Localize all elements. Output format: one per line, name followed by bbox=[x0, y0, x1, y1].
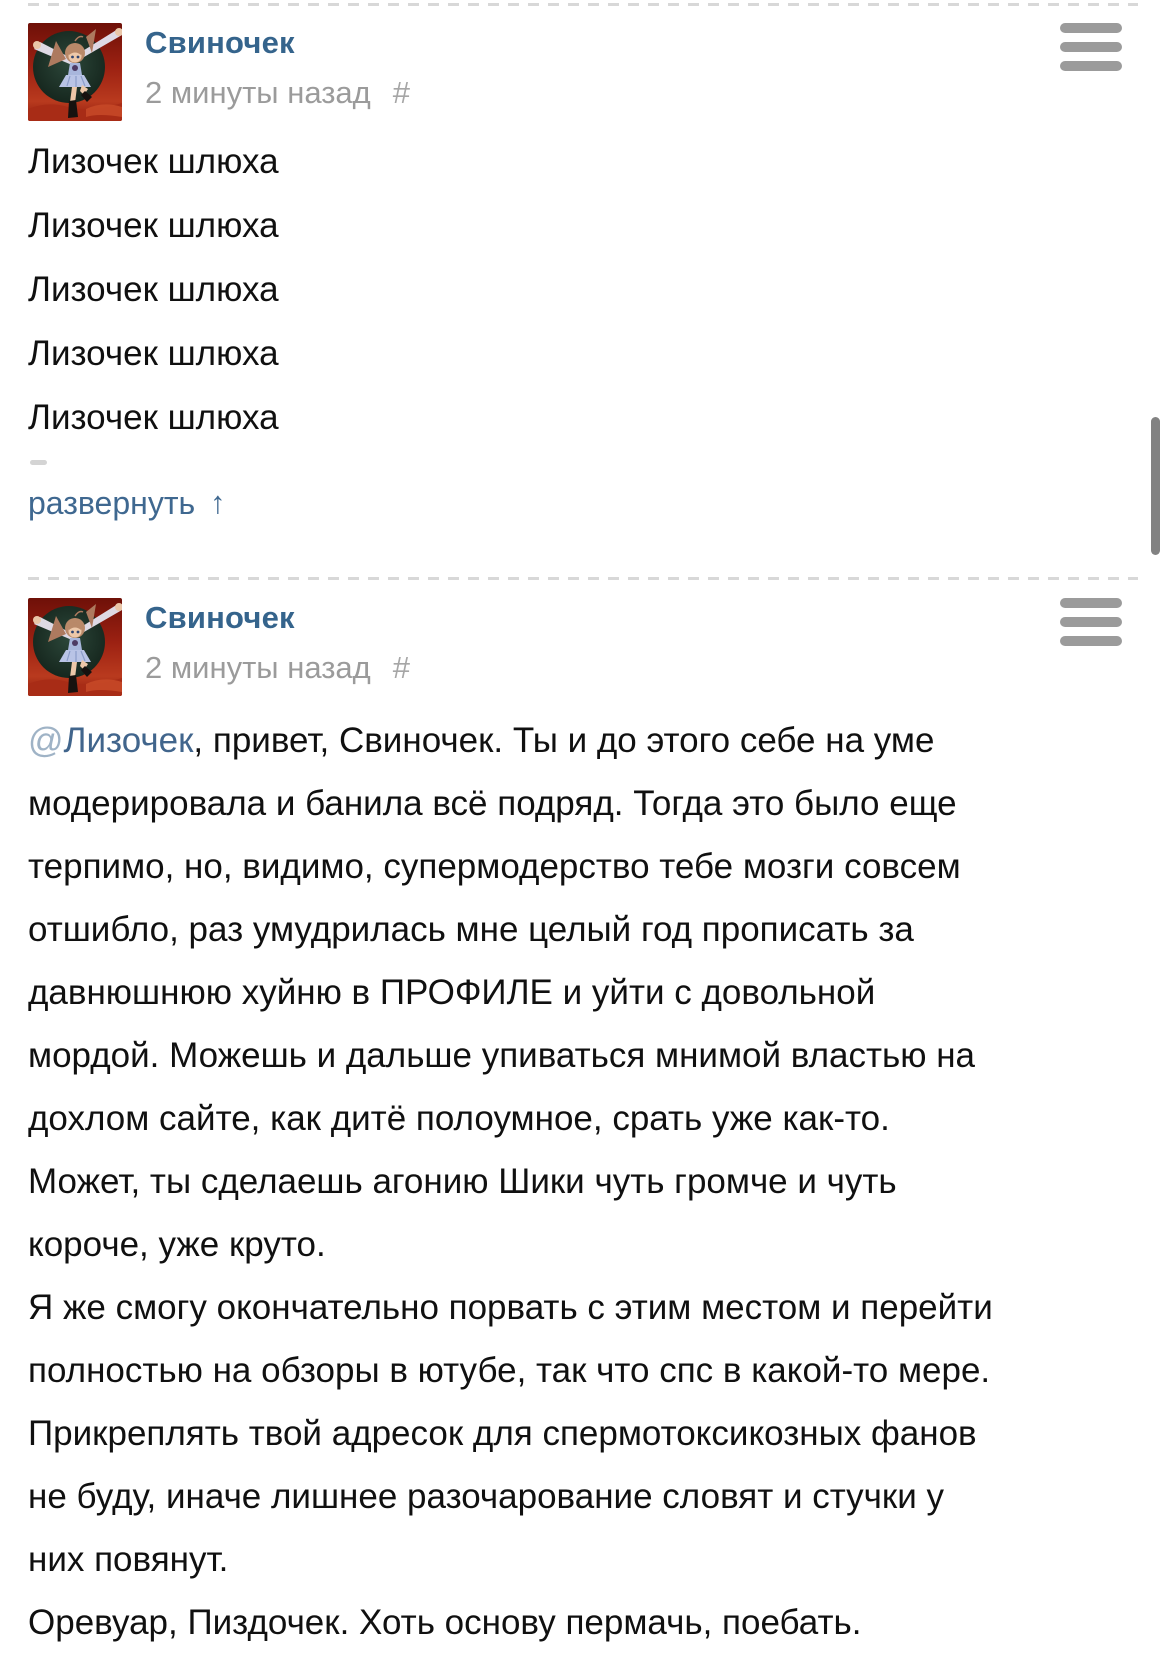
comment-menu-button[interactable] bbox=[1060, 23, 1122, 71]
mention-link[interactable] bbox=[28, 721, 193, 760]
comment-text-line: Лизочек шлюха bbox=[28, 142, 279, 181]
comment-separator-top bbox=[28, 3, 1138, 6]
comment-text-line: Лизочек шлюха bbox=[28, 270, 279, 309]
timestamp: 2 минуты назад bbox=[145, 75, 371, 110]
author-link[interactable]: Свиночек bbox=[145, 600, 295, 635]
comment-body bbox=[28, 709, 993, 1654]
comment-text-line: не буду, иначе лишнее разочарование словят и стучки у bbox=[28, 1477, 944, 1516]
comment-text-line: них повянут. bbox=[28, 1540, 229, 1579]
expand-link[interactable] bbox=[28, 487, 226, 519]
comment-menu-button[interactable] bbox=[1060, 598, 1122, 646]
mention-at-symbol: @ bbox=[28, 721, 64, 760]
comment-text-line: короче, уже круто. bbox=[28, 1225, 326, 1264]
comment-text-line: @Лизочек, привет, Свиночек. Ты и до этого себе на уме bbox=[28, 721, 935, 760]
avatar[interactable] bbox=[28, 598, 122, 696]
truncation-dash bbox=[30, 460, 47, 465]
comment-text-line: полностью на обзоры в ютубе, так что спс в какой-то мере. bbox=[28, 1351, 991, 1390]
comment-text-line: Лизочек шлюха bbox=[28, 398, 279, 437]
comment-meta bbox=[145, 652, 410, 683]
comment-text-line: модерировала и банила всё подряд. Тогда это было еще bbox=[28, 784, 957, 823]
comment-text-line: Я же смогу окончательно порвать с этим местом и перейти bbox=[28, 1288, 993, 1327]
comment-separator bbox=[28, 577, 1138, 580]
avatar[interactable] bbox=[28, 23, 122, 121]
timestamp: 2 минуты назад bbox=[145, 650, 371, 685]
comment-text-line: дохлом сайте, как дитё полоумное, срать уже как-то. bbox=[28, 1099, 890, 1138]
anime-girl-avatar-image bbox=[28, 598, 122, 696]
comment-text-line: мордой. Можешь и дальше упиваться мнимой властью на bbox=[28, 1036, 975, 1075]
comment-text-line: отшибло, раз умудрилась мне целый год прописать за bbox=[28, 910, 914, 949]
comment-text-line: Может, ты сделаешь агонию Шики чуть громче и чуть bbox=[28, 1162, 897, 1201]
comment-text-line: терпимо, но, видимо, супермодерство тебе мозги совсем bbox=[28, 847, 961, 886]
comment-text-line: Лизочек шлюха bbox=[28, 334, 279, 373]
scrollbar-thumb[interactable] bbox=[1151, 417, 1160, 555]
comment-text-line: давнюшнюю хуйню в ПРОФИЛЕ и уйти с довольной bbox=[28, 973, 876, 1012]
comment-meta bbox=[145, 77, 410, 108]
comment-text-line: Лизочек шлюха bbox=[28, 206, 279, 245]
permalink-hash-link[interactable]: # bbox=[392, 650, 410, 685]
expand-label: развернуть bbox=[28, 485, 196, 521]
author-link[interactable]: Свиночек bbox=[145, 25, 295, 60]
permalink-hash-link[interactable]: # bbox=[392, 75, 410, 110]
mention-username: Лизочек bbox=[63, 721, 194, 760]
comment-text-line: Прикреплять твой адресок для спермотоксикозных фанов bbox=[28, 1414, 977, 1453]
up-arrow-icon: ↑ bbox=[210, 485, 226, 520]
anime-girl-avatar-image bbox=[28, 23, 122, 121]
comment-text-line: Оревуар, Пиздочек. Хоть основу пермачь, поебать. bbox=[28, 1603, 862, 1642]
comment-body bbox=[28, 130, 279, 450]
